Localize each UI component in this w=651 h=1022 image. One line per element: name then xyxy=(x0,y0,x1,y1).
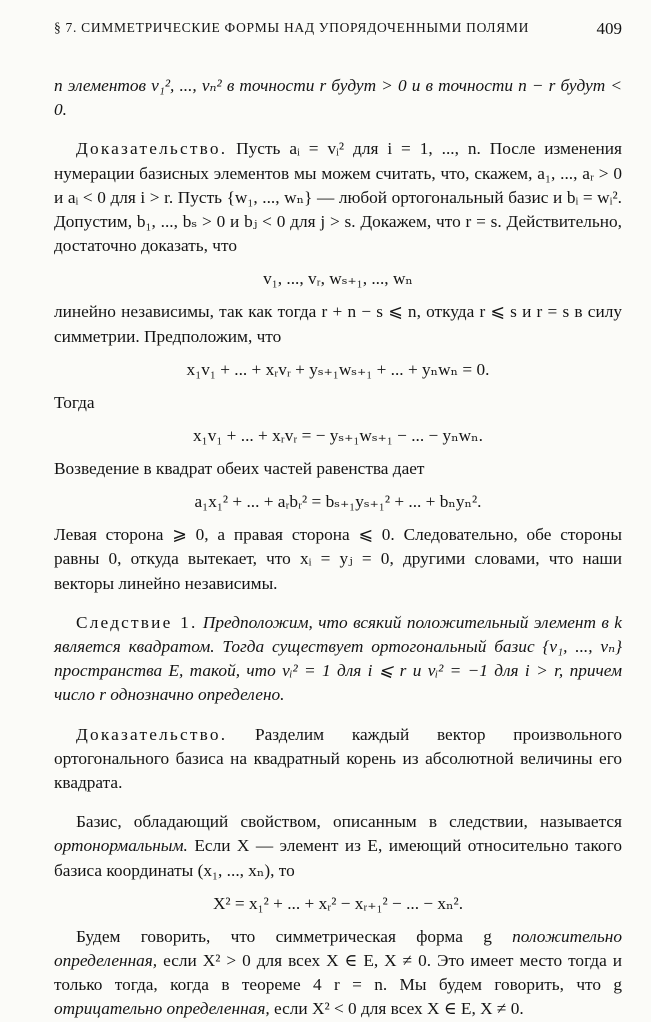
book-page xyxy=(54,20,622,1022)
proof-text-then: Тогда xyxy=(54,392,95,412)
equation-squared: a₁x₁² + ... + aᵣbᵣ² = bₛ₊₁yₛ₊₁² + ... + bₙyₙ². xyxy=(194,492,482,512)
definition-term: ортонормальным. xyxy=(54,836,188,856)
orthonormal-definition xyxy=(54,810,622,883)
definite-text-2: если X² > 0 для всех X ∈ E, X ≠ 0. Это имеет место тогда и только тогда, когда в теореме 4 r = n. Мы будем говорить, что g xyxy=(54,951,622,995)
running-header xyxy=(54,20,622,46)
corollary-paragraph xyxy=(54,611,622,708)
negative-definite-term: отрицательно определенная, xyxy=(54,999,270,1019)
section-title: § 7. СИММЕТРИЧЕСКИЕ ФОРМЫ НАД УПОРЯДОЧЕННЫМИ ПОЛЯМИ xyxy=(54,20,530,35)
corollary-label: Следствие 1. xyxy=(76,612,198,632)
definite-text-3: если X² < 0 для всех X ∈ E, X ≠ 0. xyxy=(274,999,524,1019)
definition-text: Базис, обладающий свойством, описанным в следствии, называется xyxy=(76,812,622,832)
proof-text: Пусть aᵢ = vᵢ² для i = 1, ..., n. После изменения нумерации базисных элементов мы можем считать, что, скажем, a₁, ..., aᵣ > 0 и aᵢ < 0 для i > r. Пусть {w₁, ..., wₙ} — любой ортогональный базис и bᵢ = wᵢ². Допустим, b₁, ..., bₛ > 0 и bⱼ < 0 для j > s. Докажем, что r = s. Действительно, достаточно доказать, что xyxy=(54,139,622,256)
positive-definite-term: положительно определенная, xyxy=(54,926,622,971)
page-number: 409 xyxy=(596,19,622,38)
proof-paragraph xyxy=(54,137,622,258)
proof-text-squaring: Возведение в квадрат обеих частей равенства дает xyxy=(54,459,425,479)
equation-vectors: v₁, ..., vᵣ, wₛ₊₁, ..., wₙ xyxy=(263,269,413,289)
corollary-text: Предположим, что всякий положительный элемент в k является квадратом. Тогда существует ортогональный базис {v₁, ..., vₙ} пространства E, такой, что vᵢ² = 1 для i ⩽ r и vᵢ² = −1 для i > r, причем число r однозначно определено. xyxy=(54,612,622,705)
proof-conclusion: Левая сторона ⩾ 0, а правая сторона ⩽ 0. Следовательно, обе стороны равны 0, откуда вытекает, что xᵢ = yⱼ = 0, другими словами, что наши векторы линейно независимы. xyxy=(54,525,622,593)
definite-definition xyxy=(54,925,622,1022)
equation-square-norm: X² = x₁² + ... + xᵣ² − xᵣ₊₁² − ... − xₙ². xyxy=(212,893,464,913)
proof-paragraph-2 xyxy=(54,723,622,796)
proof-text-continued: линейно независимы, так как тогда r + n − s ⩽ n, откуда r ⩽ s и r = s в силу симметрии. Предположим, что xyxy=(54,302,622,346)
equation-rearranged: x₁v₁ + ... + xᵣvᵣ = − yₛ₊₁wₛ₊₁ − ... − yₙwₙ. xyxy=(193,426,483,446)
theorem-continuation: n элементов v₁², ..., vₙ² в точности r будут > 0 и в точности n − r будут < 0. xyxy=(54,76,622,120)
proof-text-2: Разделим каждый вектор произвольного ортогонального базиса на квадратный корень из абсолютной величины его квадрата. xyxy=(54,724,622,793)
definite-text: Будем говорить, что симметрическая форма g xyxy=(76,926,492,946)
definition-text-2: Если X — элемент из E, имеющий относительно такого базиса координаты (x₁, ..., xₙ), то xyxy=(54,836,622,880)
proof-label-2: Доказательство. xyxy=(76,724,228,744)
proof-label: Доказательство. xyxy=(76,139,228,159)
equation-linear-combination: x₁v₁ + ... + xᵣvᵣ + yₛ₊₁wₛ₊₁ + ... + yₙwₙ = 0. xyxy=(186,359,490,379)
